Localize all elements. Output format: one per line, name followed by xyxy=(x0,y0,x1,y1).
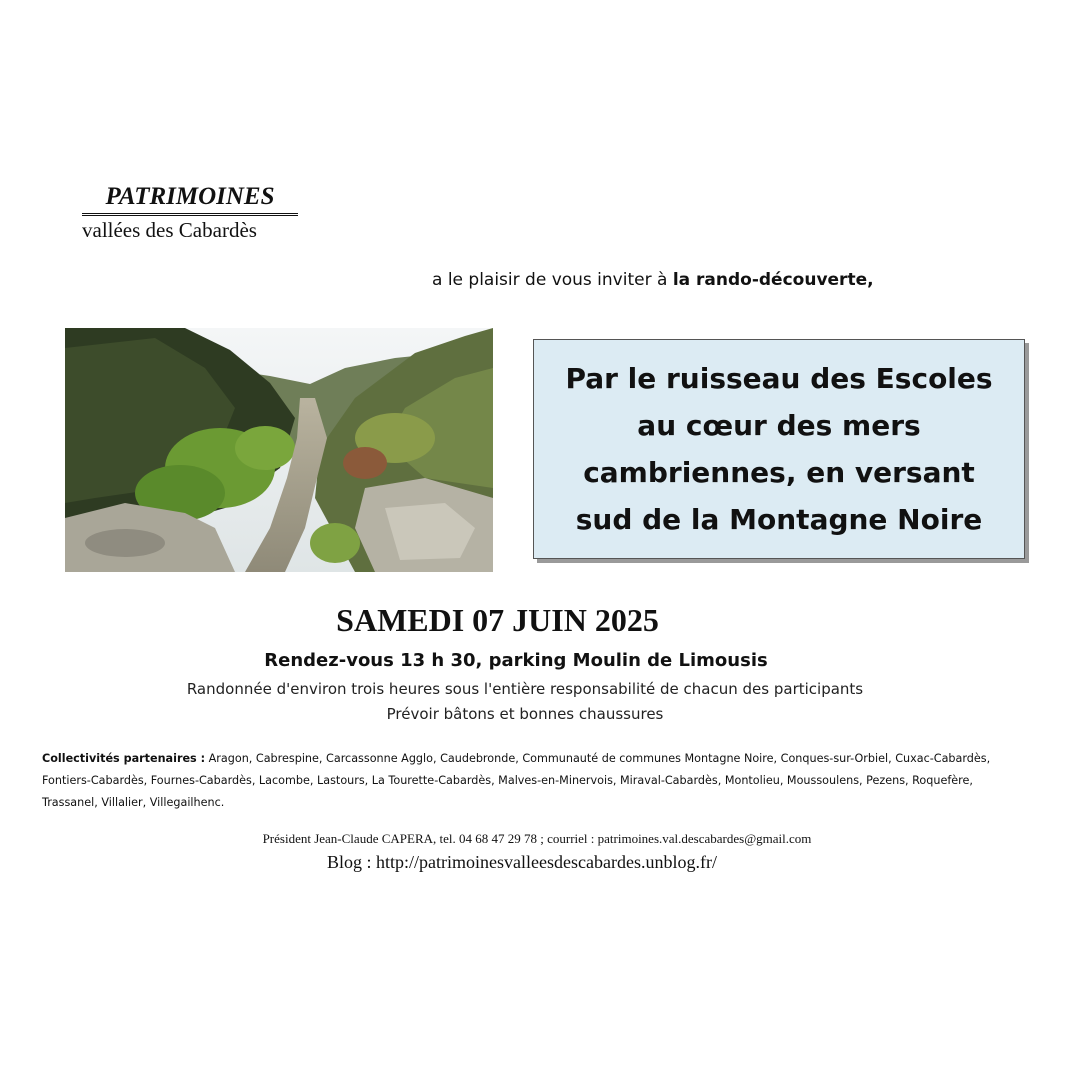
partners-list: Aragon, Cabrespine, Carcassonne Agglo, Caudebronde, Communauté de communes Montagne Noire, Conques-sur-Orbiel, Cuxac-Cabardès, Fontiers-Cabardès, Fournes-Cabardès, Lacombe, Lastours, La Tourette-Cabardès, Malves-en-Minervois, Miraval-Cabardès, Montolieu, Moussoulens, Pezens, Roquefère, Trassanel, Villalier, Villegailhenc. xyxy=(42,752,991,809)
meeting-info: Rendez-vous 13 h 30, parking Moulin de Limousis xyxy=(264,650,768,671)
hiking-trail-photo xyxy=(65,328,493,572)
hike-title-line: cambriennes, en versant xyxy=(583,456,975,489)
event-date: SAMEDI 07 JUIN 2025 xyxy=(336,602,659,638)
hike-title-line: sud de la Montagne Noire xyxy=(575,503,983,536)
organization-subtitle: vallées des Cabardès xyxy=(82,218,257,242)
contact-line: Président Jean-Claude CAPERA, tel. 04 68 47 29 78 ; courriel : patrimoines.val.descabardes@gmail.com xyxy=(262,831,812,846)
event-details xyxy=(0,677,1050,727)
partners-label: Collectivités partenaires : xyxy=(42,752,206,765)
invitation-line xyxy=(432,268,874,292)
invitation-prefix: a le plaisir de vous inviter à xyxy=(432,270,673,290)
blog-link[interactable]: Blog : http://patrimoinesvalleesdescabardes.unblog.fr/ xyxy=(327,852,717,872)
hike-title-line: au cœur des mers xyxy=(637,409,921,442)
duration-note: Randonnée d'environ trois heures sous l'entière responsabilité de chacun des participants xyxy=(186,680,864,698)
hike-title-box xyxy=(533,339,1025,559)
equipment-note: Prévoir bâtons et bonnes chaussures xyxy=(386,705,664,723)
organization-name: PATRIMOINES xyxy=(82,182,298,216)
partners-paragraph xyxy=(42,748,1007,814)
hike-title-line: Par le ruisseau des Escoles xyxy=(565,362,993,395)
invitation-highlight: la rando-découverte, xyxy=(672,270,874,290)
